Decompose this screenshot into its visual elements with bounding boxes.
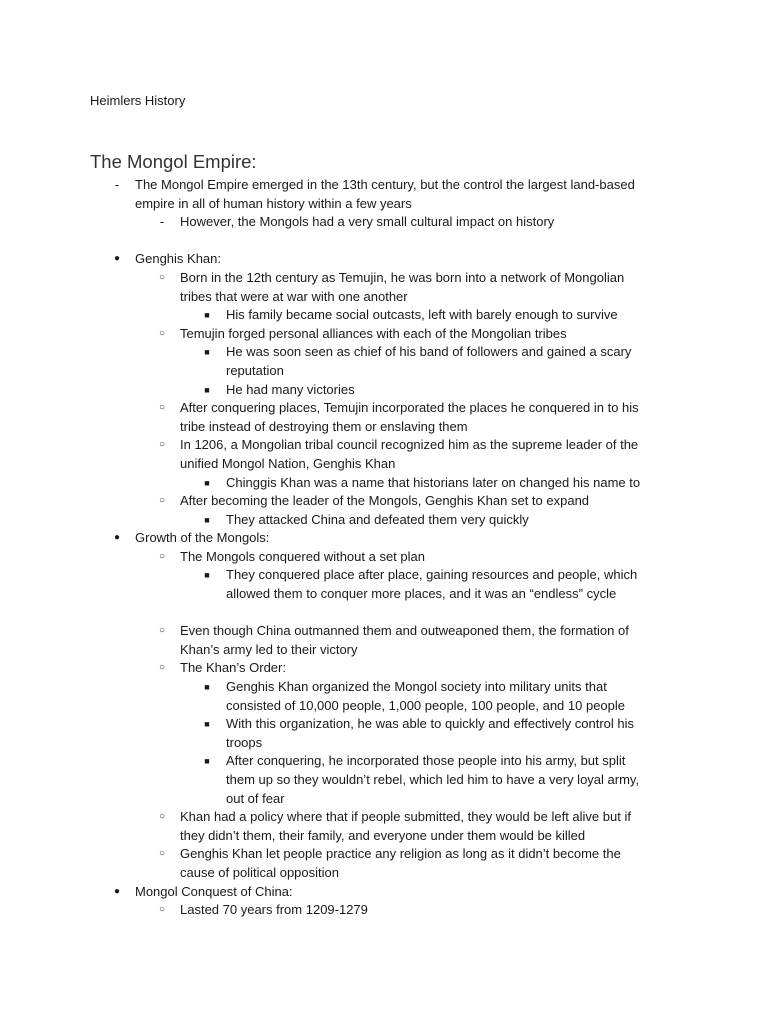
bullet-square-icon: ■ [204,756,210,767]
line-text: empire in all of human history within a few years [135,195,412,211]
continuation-line [0,827,768,846]
line-text: He was soon seen as chief of his band of followers and gained a scary [226,344,632,360]
bullet-item [0,250,768,269]
continuation-line [0,362,768,381]
continuation-line [0,697,768,716]
line-text: With this organization, he was able to quickly and effectively control his [226,716,635,732]
bullet-square-icon: ■ [204,310,210,321]
line-text: They conquered place after place, gaining resources and people, which [226,567,638,583]
bullet-circle-icon: ○ [158,811,166,823]
square-item [0,343,768,362]
dash-subitem [0,213,768,232]
bullet-item [0,529,768,548]
line-text: The Mongol Empire emerged in the 13th century, but the control the largest land-based [135,177,635,192]
line-text: tribes that were at war with one another [180,288,408,304]
dash-marker: - [159,214,165,230]
bullet-square-icon: ■ [204,719,210,730]
document-title: The Mongol Empire: [90,151,257,172]
square-item [0,678,768,697]
continuation-line [0,585,768,604]
bullet-circle-icon: ○ [158,327,166,339]
line-text: Mongol Conquest of China: [135,883,293,899]
circle-item [0,622,768,641]
line-text: The Mongols conquered without a set plan [180,548,425,564]
circle-item [0,659,768,678]
line-text: In 1206, a Mongolian tribal council recognized him as the supreme leader of the [180,437,639,453]
circle-item [0,325,768,344]
line-text: Khan had a policy where that if people submitted, they would be left alive but if [180,809,631,825]
line-text: After conquering places, Temujin incorporated the places he conquered in to his [180,400,639,416]
square-item [0,511,768,530]
line-text: them up so they wouldn’t rebel, which led him to have a very loyal army, [226,772,640,787]
bullet-circle-icon: ○ [158,402,166,414]
dash-item [0,176,768,195]
bullet-square-icon: ■ [204,477,210,488]
circle-item [0,808,768,827]
continuation-line [0,195,768,214]
dash-marker: - [114,177,120,192]
line-text: Born in the 12th century as Temujin, he was born into a network of Mongolian [180,269,625,285]
line-text: After becoming the leader of the Mongols, Genghis Khan set to expand [180,493,590,509]
bullet-circle-icon: ○ [158,439,166,451]
square-item [0,474,768,493]
continuation-line [0,288,768,307]
document-body [0,176,768,920]
line-text: His family became social outcasts, left with barely enough to survive [226,307,618,323]
line-text: allowed them to conquer more places, and it was an “endless” cycle [226,586,617,602]
continuation-line [0,864,768,883]
bullet-square-icon: ■ [204,514,210,525]
line-text: Chinggis Khan was a name that historians later on changed his name to [226,474,641,490]
line-text: He had many victories [226,381,355,397]
line-text: unified Mongol Nation, Genghis Khan [180,455,396,471]
circle-item [0,492,768,511]
circle-item [0,845,768,864]
line-text: Genghis Khan let people practice any religion as long as it didn’t become the [180,846,621,862]
line-text: tribe instead of destroying them or enslaving them [180,418,468,434]
square-item [0,715,768,734]
bullet-circle-icon: ○ [158,904,166,916]
line-text: reputation [226,362,284,378]
line-text: Genghis Khan: [135,251,222,267]
document-header: Heimlers History [90,93,186,108]
circle-item [0,436,768,455]
continuation-line [0,771,768,790]
line-text: Growth of the Mongols: [135,530,270,546]
line-text: After conquering, he incorporated those people into his army, but split [226,753,626,769]
square-item [0,566,768,585]
bullet-square-icon: ■ [204,347,210,358]
bullet-circle-icon: ○ [158,271,166,283]
circle-item [0,399,768,418]
square-item [0,752,768,771]
circle-item [0,901,768,920]
bullet-disc-icon: ● [113,885,121,897]
line-text: The Khan’s Order: [180,660,286,676]
line-text: Temujin forged personal alliances with each of the Mongolian tribes [180,325,567,341]
line-text: They attacked China and defeated them very quickly [226,511,529,527]
square-item [0,381,768,400]
blank-line [0,232,768,251]
bullet-disc-icon: ● [113,532,121,544]
bullet-item [0,883,768,902]
continuation-line [0,641,768,660]
circle-item [0,548,768,567]
continuation-line [0,455,768,474]
bullet-disc-icon: ● [113,253,121,265]
line-text: consisted of 10,000 people, 1,000 people, 100 people, and 10 people [226,697,626,713]
line-text: out of fear [226,790,285,806]
bullet-square-icon: ■ [204,384,210,395]
line-text: Khan’s army led to their victory [180,641,358,657]
continuation-line [0,790,768,809]
continuation-line [0,418,768,437]
bullet-circle-icon: ○ [158,625,166,637]
bullet-circle-icon: ○ [158,550,166,562]
line-text: cause of political opposition [180,864,339,880]
line-text: Even though China outmanned them and outweaponed them, the formation of [180,623,629,639]
circle-item [0,269,768,288]
bullet-circle-icon: ○ [158,662,166,674]
continuation-line [0,734,768,753]
line-text: However, the Mongols had a very small cultural impact on history [180,214,555,230]
square-item [0,306,768,325]
line-text: they didn’t them, their family, and everyone under them would be killed [180,827,586,843]
bullet-circle-icon: ○ [158,495,166,507]
bullet-square-icon: ■ [204,570,210,581]
blank-line [0,604,768,623]
bullet-square-icon: ■ [204,682,210,693]
line-text: Lasted 70 years from 1209-1279 [180,902,368,918]
line-text: troops [226,734,263,750]
bullet-circle-icon: ○ [158,848,166,860]
line-text: Genghis Khan organized the Mongol society into military units that [226,679,607,695]
